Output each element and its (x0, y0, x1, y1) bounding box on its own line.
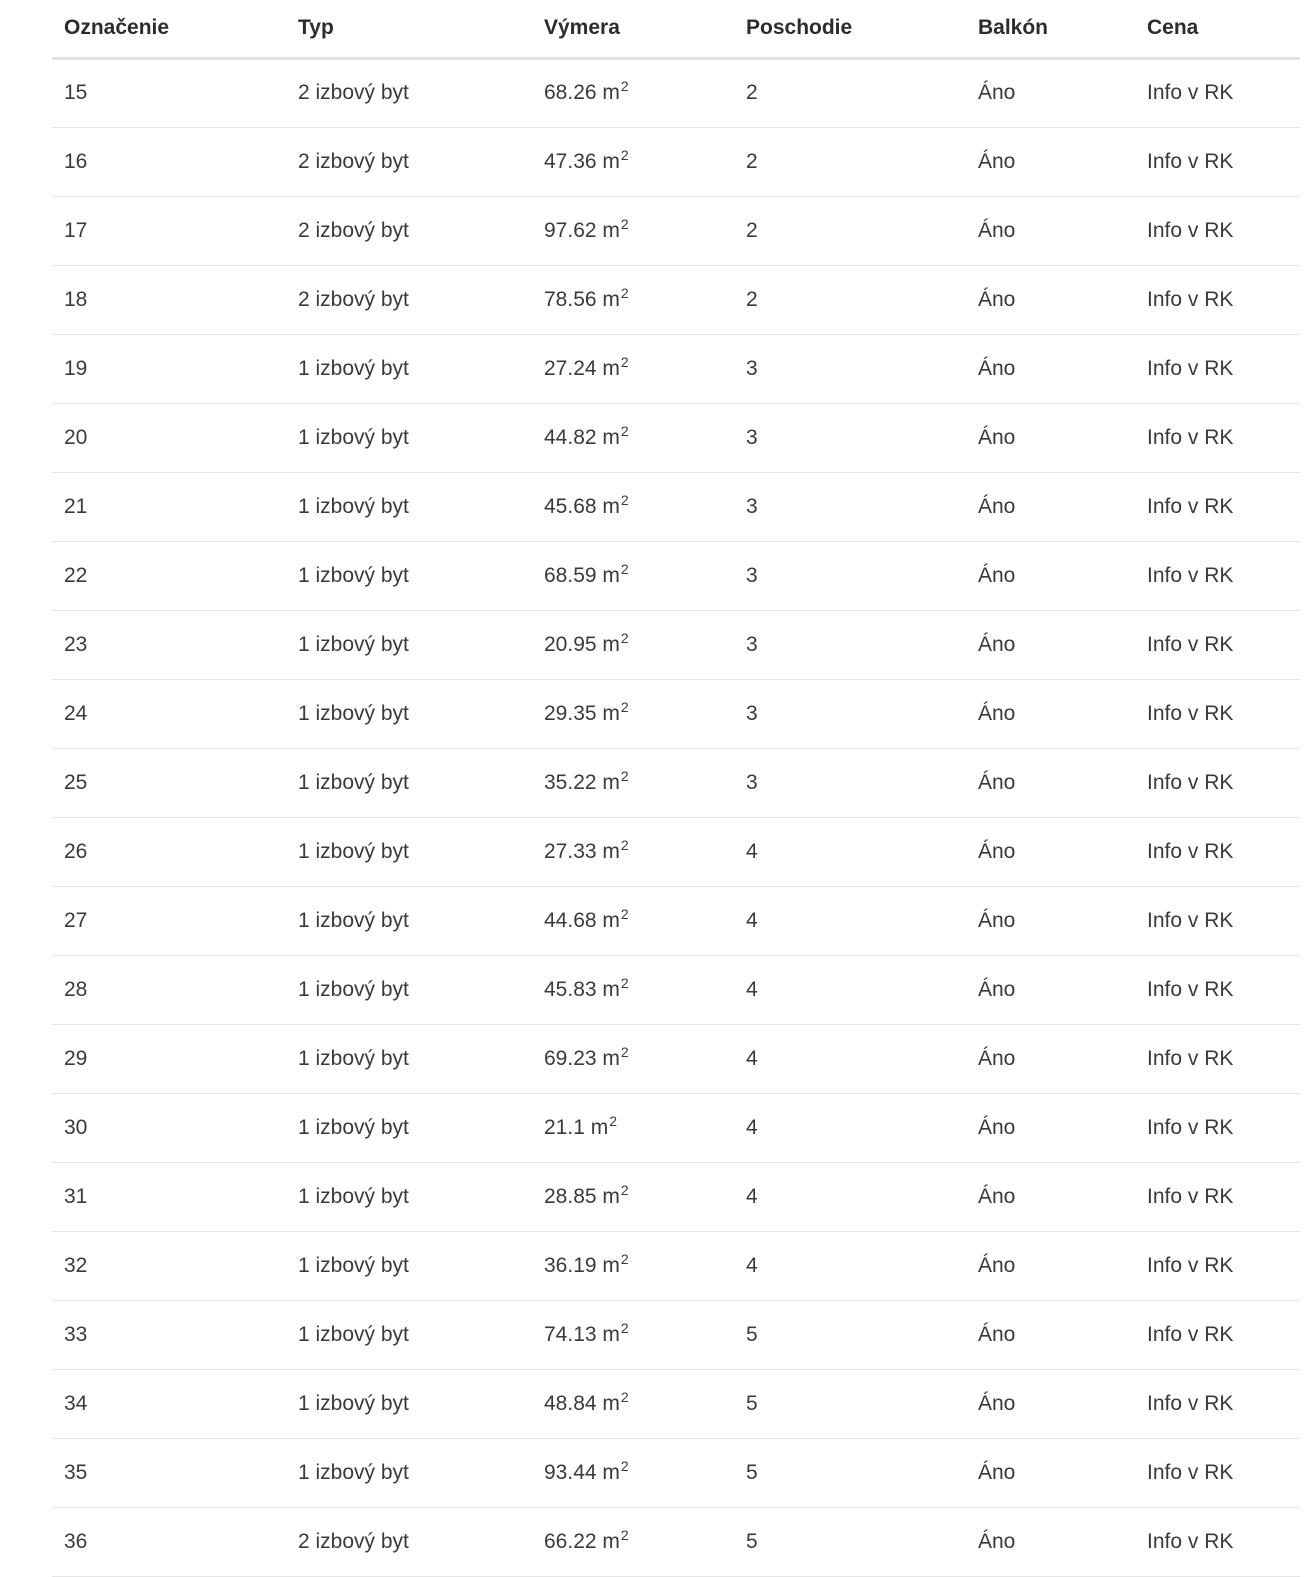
area-value: 28.85 (544, 1184, 597, 1208)
cell-price: Info v RK (1135, 748, 1300, 817)
cell-floor: 3 (734, 679, 966, 748)
cell-price: Info v RK (1135, 817, 1300, 886)
cell-balcony: Áno (966, 1093, 1135, 1162)
cell-balcony: Áno (966, 541, 1135, 610)
area-value: 45.68 (544, 494, 597, 518)
area-unit-exponent: 2 (620, 698, 629, 715)
cell-floor: 4 (734, 1162, 966, 1231)
area-unit: m (602, 218, 620, 242)
area-value: 47.36 (544, 149, 597, 173)
table-row[interactable] (52, 334, 1300, 403)
area-value: 21.1 (544, 1115, 585, 1139)
cell-designation: 19 (52, 334, 286, 403)
cell-floor: 4 (734, 1024, 966, 1093)
cell-price: Info v RK (1135, 1231, 1300, 1300)
cell-designation: 18 (52, 265, 286, 334)
cell-floor: 4 (734, 1093, 966, 1162)
area-unit-exponent: 2 (620, 353, 629, 370)
column-header-price[interactable]: Cena (1135, 0, 1300, 58)
cell-price: Info v RK (1135, 127, 1300, 196)
area-value: 20.95 (544, 632, 597, 656)
column-header-floor[interactable]: Poschodie (734, 0, 966, 58)
table-row[interactable] (52, 1093, 1300, 1162)
cell-type: 1 izbový byt (286, 1024, 532, 1093)
cell-price: Info v RK (1135, 1438, 1300, 1507)
header-row (52, 0, 1300, 58)
cell-balcony: Áno (966, 886, 1135, 955)
cell-designation: 17 (52, 196, 286, 265)
cell-floor: 2 (734, 58, 966, 127)
area-unit: m (602, 632, 620, 656)
area-unit: m (602, 563, 620, 587)
cell-area (532, 472, 734, 541)
cell-area (532, 1438, 734, 1507)
area-unit-exponent: 2 (620, 905, 629, 922)
area-unit-exponent: 2 (620, 767, 629, 784)
area-value: 68.26 (544, 81, 597, 104)
cell-price: Info v RK (1135, 1162, 1300, 1231)
cell-price: Info v RK (1135, 1093, 1300, 1162)
cell-type: 1 izbový byt (286, 817, 532, 886)
cell-type: 1 izbový byt (286, 403, 532, 472)
cell-type: 2 izbový byt (286, 1507, 532, 1576)
cell-type: 1 izbový byt (286, 1369, 532, 1438)
cell-price: Info v RK (1135, 403, 1300, 472)
cell-floor: 3 (734, 610, 966, 679)
cell-balcony: Áno (966, 58, 1135, 127)
area-unit-exponent: 2 (609, 1112, 618, 1129)
cell-floor: 3 (734, 748, 966, 817)
area-value: 97.62 (544, 218, 597, 242)
area-unit: m (602, 287, 620, 311)
area-unit: m (602, 1460, 620, 1484)
column-header-designation[interactable]: Označenie (52, 0, 286, 58)
column-header-balcony[interactable]: Balkón (966, 0, 1135, 58)
cell-price: Info v RK (1135, 265, 1300, 334)
cell-area (532, 1024, 734, 1093)
area-unit: m (602, 1253, 620, 1277)
cell-designation: 15 (52, 58, 286, 127)
cell-floor: 5 (734, 1300, 966, 1369)
cell-area (532, 610, 734, 679)
table-row[interactable] (52, 748, 1300, 817)
cell-type: 1 izbový byt (286, 886, 532, 955)
cell-price: Info v RK (1135, 541, 1300, 610)
cell-balcony: Áno (966, 1300, 1135, 1369)
cell-area (532, 58, 734, 127)
cell-type: 1 izbový byt (286, 1231, 532, 1300)
table-row[interactable] (52, 196, 1300, 265)
area-unit: m (602, 1322, 620, 1346)
table-row[interactable] (52, 886, 1300, 955)
area-value: 27.33 (544, 839, 597, 863)
cell-floor: 2 (734, 127, 966, 196)
cell-price: Info v RK (1135, 679, 1300, 748)
cell-balcony: Áno (966, 403, 1135, 472)
area-unit: m (602, 1046, 620, 1070)
area-unit: m (602, 977, 620, 1001)
cell-type: 1 izbový byt (286, 679, 532, 748)
table-row[interactable] (52, 1507, 1300, 1576)
cell-balcony: Áno (966, 679, 1135, 748)
table-row[interactable] (52, 541, 1300, 610)
area-unit-exponent: 2 (620, 1526, 629, 1543)
cell-designation: 25 (52, 748, 286, 817)
cell-balcony: Áno (966, 1024, 1135, 1093)
cell-balcony: Áno (966, 265, 1135, 334)
area-value: 27.24 (544, 356, 597, 380)
area-unit: m (602, 1391, 620, 1415)
cell-area (532, 679, 734, 748)
cell-price: Info v RK (1135, 1300, 1300, 1369)
cell-type: 1 izbový byt (286, 1300, 532, 1369)
cell-area (532, 403, 734, 472)
cell-balcony: Áno (966, 1507, 1135, 1576)
cell-floor: 3 (734, 403, 966, 472)
area-value: 36.19 (544, 1253, 597, 1277)
cell-floor: 4 (734, 1231, 966, 1300)
cell-floor: 4 (734, 817, 966, 886)
cell-floor: 2 (734, 196, 966, 265)
cell-area (532, 196, 734, 265)
cell-area (532, 541, 734, 610)
column-header-type[interactable]: Typ (286, 0, 532, 58)
cell-type: 2 izbový byt (286, 265, 532, 334)
cell-price: Info v RK (1135, 955, 1300, 1024)
cell-designation: 22 (52, 541, 286, 610)
area-unit: m (602, 770, 620, 794)
cell-balcony: Áno (966, 334, 1135, 403)
cell-floor: 2 (734, 265, 966, 334)
table-row[interactable] (52, 1300, 1300, 1369)
cell-balcony: Áno (966, 472, 1135, 541)
area-unit-exponent: 2 (620, 78, 629, 94)
cell-designation: 27 (52, 886, 286, 955)
cell-floor: 3 (734, 472, 966, 541)
cell-floor: 3 (734, 334, 966, 403)
area-unit-exponent: 2 (620, 1457, 629, 1474)
cell-area (532, 1507, 734, 1576)
cell-designation: 28 (52, 955, 286, 1024)
cell-type: 1 izbový byt (286, 334, 532, 403)
cell-area (532, 1162, 734, 1231)
area-unit-exponent: 2 (620, 836, 629, 853)
cell-price: Info v RK (1135, 334, 1300, 403)
cell-area (532, 1231, 734, 1300)
cell-area (532, 748, 734, 817)
cell-balcony: Áno (966, 196, 1135, 265)
cell-area (532, 1093, 734, 1162)
column-header-area[interactable]: Výmera (532, 0, 734, 58)
area-unit-exponent: 2 (620, 284, 629, 301)
cell-balcony: Áno (966, 748, 1135, 817)
area-unit: m (602, 149, 620, 173)
area-unit: m (602, 1184, 620, 1208)
cell-area (532, 886, 734, 955)
area-unit-exponent: 2 (620, 560, 629, 577)
area-value: 69.23 (544, 1046, 597, 1070)
area-unit-exponent: 2 (620, 629, 629, 646)
cell-area (532, 1300, 734, 1369)
table-row[interactable] (52, 403, 1300, 472)
area-value: 29.35 (544, 701, 597, 725)
area-value: 74.13 (544, 1322, 597, 1346)
cell-designation: 34 (52, 1369, 286, 1438)
cell-price: Info v RK (1135, 610, 1300, 679)
table-row[interactable] (52, 1369, 1300, 1438)
area-value: 78.56 (544, 287, 597, 311)
cell-area (532, 817, 734, 886)
apartments-table (52, 0, 1300, 1577)
area-unit-exponent: 2 (620, 974, 629, 991)
area-unit-exponent: 2 (620, 1388, 629, 1405)
cell-designation: 21 (52, 472, 286, 541)
cell-floor: 5 (734, 1438, 966, 1507)
cell-designation: 30 (52, 1093, 286, 1162)
area-unit-exponent: 2 (620, 1319, 629, 1336)
area-value: 45.83 (544, 977, 597, 1001)
cell-designation: 32 (52, 1231, 286, 1300)
cell-designation: 24 (52, 679, 286, 748)
area-value: 66.22 (544, 1529, 597, 1553)
area-unit-exponent: 2 (620, 422, 629, 439)
area-unit-exponent: 2 (620, 491, 629, 508)
area-unit: m (602, 425, 620, 449)
area-value: 68.59 (544, 563, 597, 587)
table-row[interactable] (52, 472, 1300, 541)
area-unit: m (602, 494, 620, 518)
cell-floor: 5 (734, 1507, 966, 1576)
cell-type: 1 izbový byt (286, 1093, 532, 1162)
cell-type: 1 izbový byt (286, 748, 532, 817)
cell-balcony: Áno (966, 1369, 1135, 1438)
cell-floor: 3 (734, 541, 966, 610)
cell-area (532, 1369, 734, 1438)
cell-floor: 4 (734, 955, 966, 1024)
cell-price: Info v RK (1135, 1369, 1300, 1438)
table-row[interactable] (52, 1162, 1300, 1231)
cell-balcony: Áno (966, 610, 1135, 679)
cell-type: 1 izbový byt (286, 1438, 532, 1507)
cell-area (532, 127, 734, 196)
cell-type: 2 izbový byt (286, 196, 532, 265)
cell-balcony: Áno (966, 1438, 1135, 1507)
cell-balcony: Áno (966, 955, 1135, 1024)
area-value: 44.68 (544, 908, 597, 932)
table-row[interactable] (52, 265, 1300, 334)
cell-price: Info v RK (1135, 886, 1300, 955)
cell-price: Info v RK (1135, 1024, 1300, 1093)
cell-designation: 33 (52, 1300, 286, 1369)
area-unit: m (602, 356, 620, 380)
area-unit: m (602, 81, 620, 104)
cell-price: Info v RK (1135, 472, 1300, 541)
cell-type: 2 izbový byt (286, 127, 532, 196)
table-body (52, 58, 1300, 1576)
area-unit: m (602, 908, 620, 932)
area-unit-exponent: 2 (620, 215, 629, 232)
table-row[interactable] (52, 610, 1300, 679)
area-unit: m (590, 1115, 609, 1139)
area-value: 44.82 (544, 425, 597, 449)
area-value: 93.44 (544, 1460, 597, 1484)
table-row[interactable] (52, 1438, 1300, 1507)
cell-area (532, 955, 734, 1024)
area-value: 35.22 (544, 770, 597, 794)
cell-designation: 35 (52, 1438, 286, 1507)
area-unit-exponent: 2 (620, 1250, 629, 1267)
cell-balcony: Áno (966, 127, 1135, 196)
table-row[interactable] (52, 1024, 1300, 1093)
table-row[interactable] (52, 127, 1300, 196)
table-row[interactable] (52, 817, 1300, 886)
table-row[interactable] (52, 955, 1300, 1024)
cell-balcony: Áno (966, 1162, 1135, 1231)
cell-designation: 20 (52, 403, 286, 472)
cell-designation: 26 (52, 817, 286, 886)
cell-designation: 16 (52, 127, 286, 196)
table-row[interactable] (52, 58, 1300, 127)
cell-price: Info v RK (1135, 1507, 1300, 1576)
cell-area (532, 334, 734, 403)
table-header (52, 0, 1300, 58)
cell-type: 1 izbový byt (286, 1162, 532, 1231)
area-unit: m (602, 839, 620, 863)
table-row[interactable] (52, 679, 1300, 748)
table-row[interactable] (52, 1231, 1300, 1300)
cell-price: Info v RK (1135, 196, 1300, 265)
cell-type: 1 izbový byt (286, 955, 532, 1024)
cell-type: 2 izbový byt (286, 58, 532, 127)
area-unit-exponent: 2 (620, 146, 629, 163)
cell-type: 1 izbový byt (286, 610, 532, 679)
area-unit-exponent: 2 (620, 1181, 629, 1198)
cell-designation: 31 (52, 1162, 286, 1231)
cell-designation: 36 (52, 1507, 286, 1576)
cell-price: Info v RK (1135, 58, 1300, 127)
cell-designation: 23 (52, 610, 286, 679)
apartments-table-container (52, 0, 1300, 1577)
cell-balcony: Áno (966, 1231, 1135, 1300)
cell-floor: 5 (734, 1369, 966, 1438)
area-unit: m (602, 1529, 620, 1553)
area-unit-exponent: 2 (620, 1043, 629, 1060)
area-value: 48.84 (544, 1391, 597, 1415)
cell-floor: 4 (734, 886, 966, 955)
area-unit: m (602, 701, 620, 725)
cell-designation: 29 (52, 1024, 286, 1093)
cell-type: 1 izbový byt (286, 541, 532, 610)
cell-area (532, 265, 734, 334)
cell-balcony: Áno (966, 817, 1135, 886)
cell-type: 1 izbový byt (286, 472, 532, 541)
